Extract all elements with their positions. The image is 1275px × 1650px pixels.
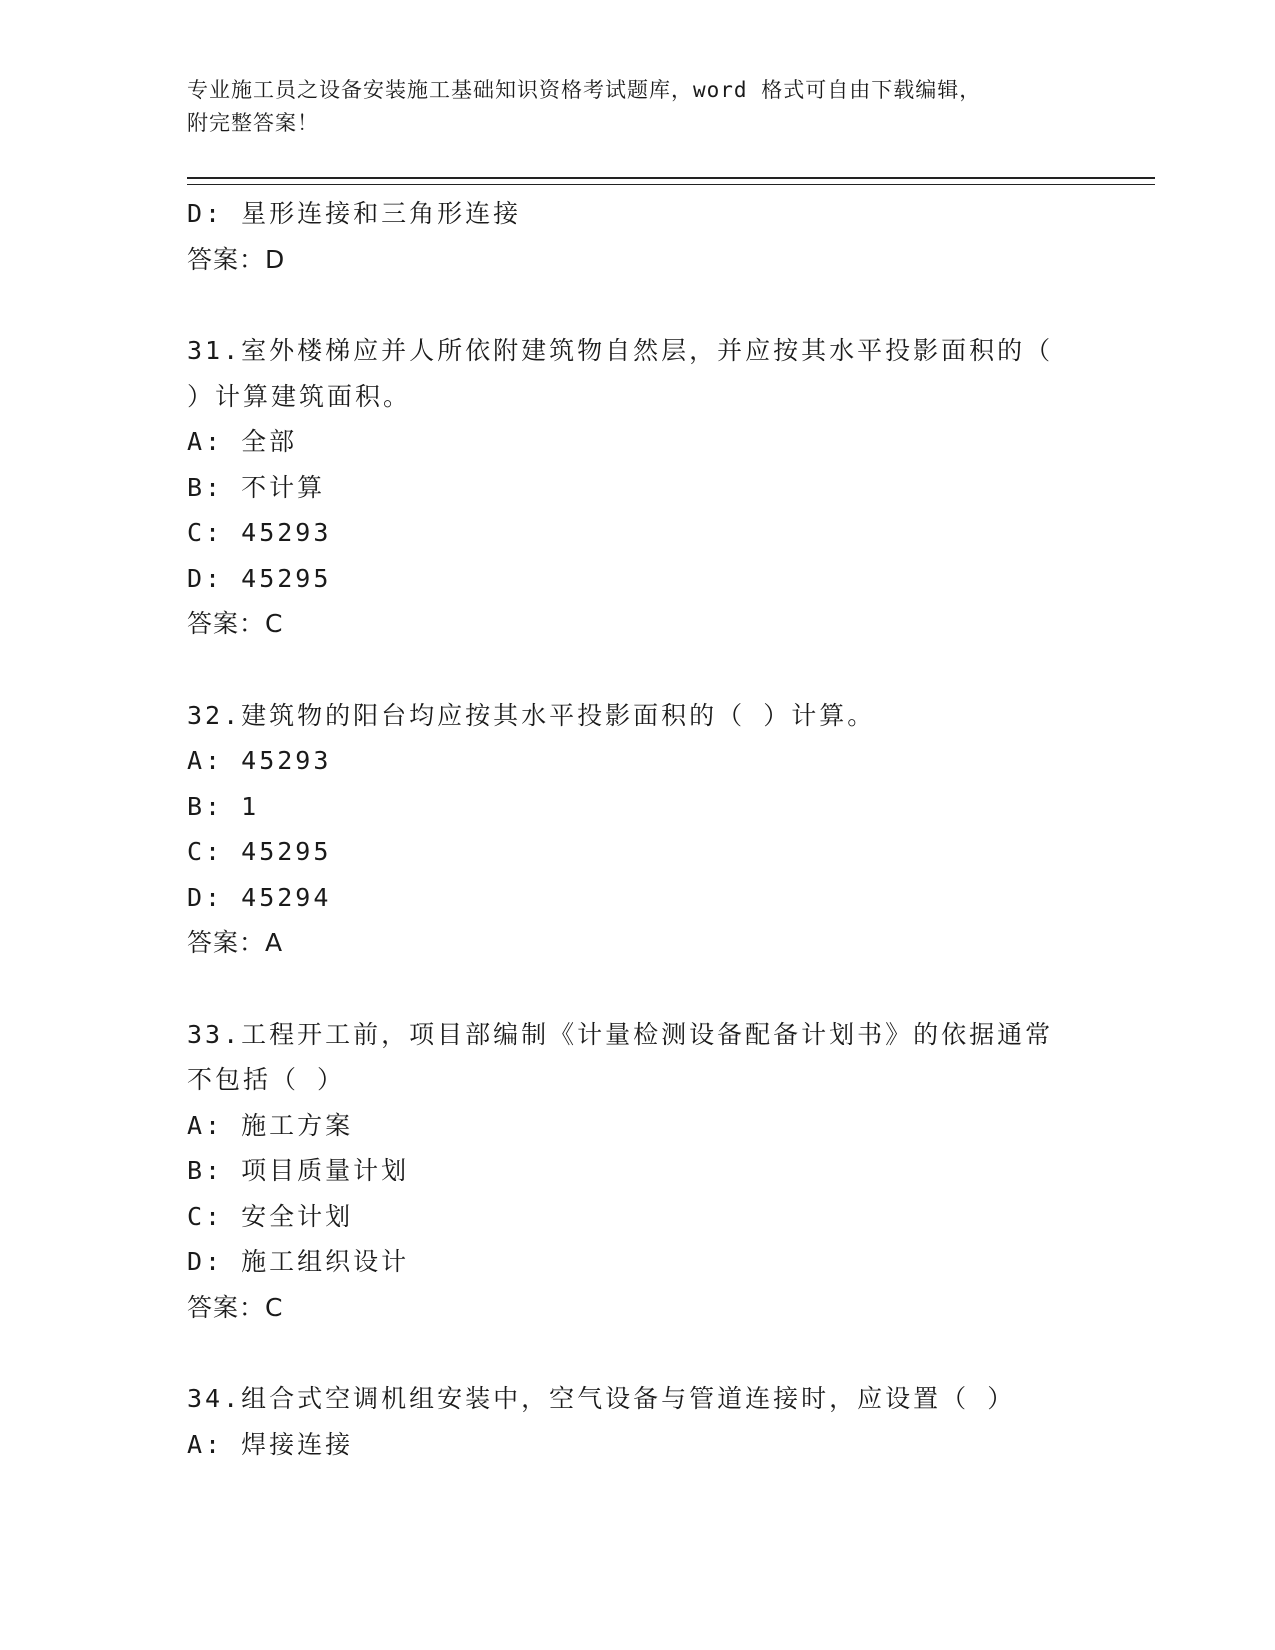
previous-question-tail [187,191,1155,282]
header-line-1: 专业施工员之设备安装施工基础知识资格考试题库，word 格式可自由下载编辑， [187,78,982,102]
option-a: A: 焊接连接 [187,1429,354,1459]
option-d: D: 45295 [187,563,332,593]
question-32 [187,693,1155,966]
header-line-2: 附完整答案！ [187,111,319,135]
option-d: D: 45294 [187,882,332,912]
answer-line: 答案：C [187,609,284,638]
option-b: B: 1 [187,791,260,821]
question-31 [187,328,1155,647]
option-c: C: 45295 [187,837,332,866]
option-b: B: 不计算 [187,472,326,502]
document-page [187,0,1155,1467]
document-header [187,74,1067,140]
question-stem-continued: ）计算建筑面积。 [187,381,412,411]
option-a: A: 施工方案 [187,1110,354,1140]
question-stem: 31.室外楼梯应并人所依附建筑物自然层，并应按其水平投影面积的（ [187,336,1054,365]
answer-line: 答案：A [187,928,284,957]
question-stem: 32.建筑物的阳台均应按其水平投影面积的（ ）计算。 [187,700,876,730]
question-list [187,191,1155,1467]
answer-line: 答案：D [187,244,286,274]
header-divider [187,177,1155,185]
option-a: A: 45293 [187,746,332,775]
option-a: A: 全部 [187,427,298,456]
option-b: B: 项目质量计划 [187,1156,410,1185]
option-d: D: 星形连接和三角形连接 [187,199,522,228]
option-d: D: 施工组织设计 [187,1247,410,1276]
question-33 [187,1012,1155,1331]
option-c: C: 安全计划 [187,1201,354,1231]
question-34 [187,1376,1155,1467]
option-c: C: 45293 [187,518,332,547]
answer-line: 答案：C [187,1292,284,1322]
question-stem: 34.组合式空调机组安装中，空气设备与管道连接时，应设置（ ） [187,1384,1016,1413]
question-stem: 33.工程开工前，项目部编制《计量检测设备配备计划书》的依据通常 [187,1019,1054,1049]
question-stem-continued: 不包括（ ） [187,1065,346,1094]
